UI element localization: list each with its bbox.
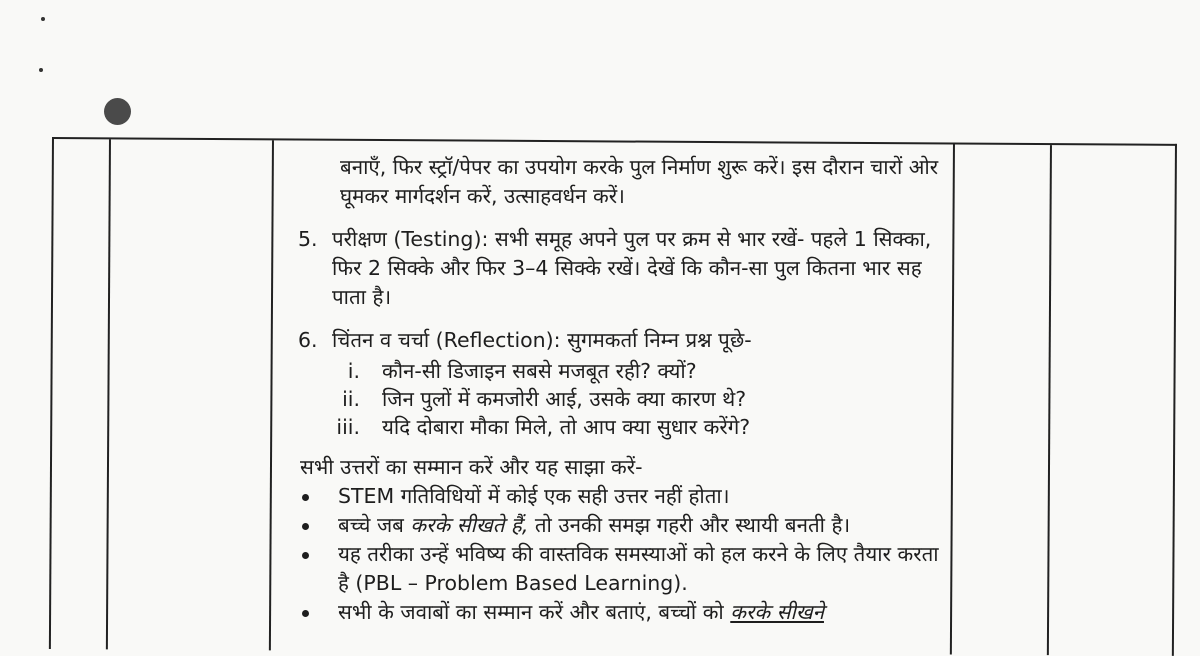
question-numeral: iii. — [336, 415, 360, 439]
bullet-dot-icon — [302, 523, 309, 530]
question-numeral: ii. — [342, 387, 360, 411]
bullet-item — [240, 511, 940, 540]
question-text: कौन-सी डिजाइन सबसे मजबूत रही? क्यों? — [382, 359, 697, 383]
bullet-text-start: बच्चे जब — [338, 513, 411, 537]
step-number: 6. — [298, 328, 318, 352]
question-text: यदि दोबारा मौका मिले, तो आप क्या सुधार करेंगे? — [382, 415, 751, 439]
bullet-emphasis: करके सीखने — [730, 600, 824, 624]
bullet-dot-icon — [302, 610, 309, 617]
step-item-6 — [240, 326, 940, 355]
bullet-item — [240, 540, 940, 598]
step-text: चिंतन व चर्चा (Reflection): सुगमकर्ता निम्न प्रश्न पूछे- — [332, 328, 752, 352]
column-divider — [950, 145, 955, 655]
question-item — [240, 357, 940, 385]
scan-speck — [39, 68, 43, 72]
question-text: जिन पुलों में कमजोरी आई, उसके क्या कारण थे? — [382, 387, 747, 411]
column-divider — [106, 139, 111, 649]
question-item — [240, 385, 940, 413]
section-heading: सभी उत्तरों का सम्मान करें और यह साझा करें- — [300, 455, 643, 479]
scan-speck — [41, 17, 45, 21]
column-divider — [1047, 145, 1052, 655]
step-item-5 — [240, 225, 940, 312]
question-item — [240, 413, 940, 441]
bullet-dot-icon — [302, 552, 309, 559]
reflection-questions — [240, 357, 940, 441]
bullet-item — [240, 598, 940, 627]
question-numeral: i. — [347, 359, 360, 383]
activity-steps-cell — [240, 153, 940, 627]
bullet-text: STEM गतिविधियों में कोई एक सही उत्तर नहीं होता। — [338, 484, 730, 508]
bullet-item — [240, 482, 940, 511]
continued-step-text: बनाएँ, फिर स्ट्रॉ/पेपर का उपयोग करके पुल निर्माण शुरू करें। इस दौरान चारों ओर घूमकर मार्गदर्शन करें, उत्साहवर्धन करें। — [340, 155, 939, 208]
bullet-text: यह तरीका उन्हें भविष्य की वास्तविक समस्याओं को हल करने के लिए तैयार करता है (PBL – Problem Based Learning). — [338, 542, 939, 595]
bullet-emphasis: करके सीखते हैं, — [410, 513, 529, 537]
bullet-text-start: सभी के जवाबों का सम्मान करें और बताएं, बच्चों को — [338, 600, 731, 624]
punch-hole — [104, 98, 131, 125]
step-number: 5. — [298, 227, 318, 251]
bullet-dot-icon — [302, 494, 309, 501]
step-text: परीक्षण (Testing): सभी समूह अपने पुल पर क्रम से भार रखें- पहले 1 सिक्का, फिर 2 सिक्के और फिर 3–4 सिक्के रखें। देखें कि कौन-सा पुल कितना भार सह पाता है। — [332, 227, 932, 309]
bullet-text-end: तो उनकी समझ गहरी और स्थायी बनती है। — [528, 513, 851, 537]
